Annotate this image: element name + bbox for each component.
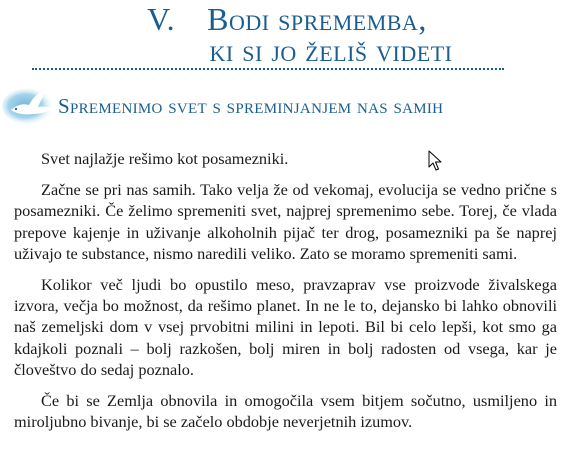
paragraph-3: Kolikor več ljudi bo opustilo meso, pravzaprav vse proizvode živalskega izvora, večja bo možnost, da rešimo planet. In ne le to, dejansko bi lahko obnovili naš zemeljski dom v vsej prvobitni milini in lepoti. Bil bi celo lepši, kot smo ga kdajkoli poznali – bolj razkošen, bolj miren in bolj radosten od vsega, kar je človeštvo do sedaj poznalo. — [14, 275, 557, 379]
chapter-number: V. — [147, 1, 176, 37]
chapter-title-line1: Bodi sprememba, — [207, 1, 427, 37]
section-header — [0, 86, 576, 126]
mouse-pointer-icon — [428, 150, 442, 172]
dove-icon — [2, 86, 62, 126]
paragraph-4: Če bi se Zemlja obnovila in omogočila vsem bitjem sočutno, usmiljeno in miroljubno bivanje, bi se začelo obdobje neverjetnih izumov. — [14, 391, 557, 432]
chapter-title-line2: ki si jo želiš videti — [209, 32, 453, 68]
title-divider — [32, 68, 504, 70]
body-text — [14, 148, 557, 442]
paragraph-2: Začne se pri nas samih. Tako velja že od vekomaj, evolucija se vedno prične s posamezniki. Če želimo spremeniti svet, najprej spremenimo sebe. Torej, če vlada prepove kajenje in uživanje alkoholnih pijač ter drog, posamezniki pa še naprej uživajo te substance, nismo naredili veliko. Zato se moramo spremeniti sami. — [14, 180, 557, 263]
paragraph-1: Svet najlažje rešimo kot posamezniki. — [41, 149, 289, 168]
chapter-title — [0, 1, 576, 68]
section-title: Spremenimo svet s spreminjanjem nas samih — [58, 94, 444, 118]
